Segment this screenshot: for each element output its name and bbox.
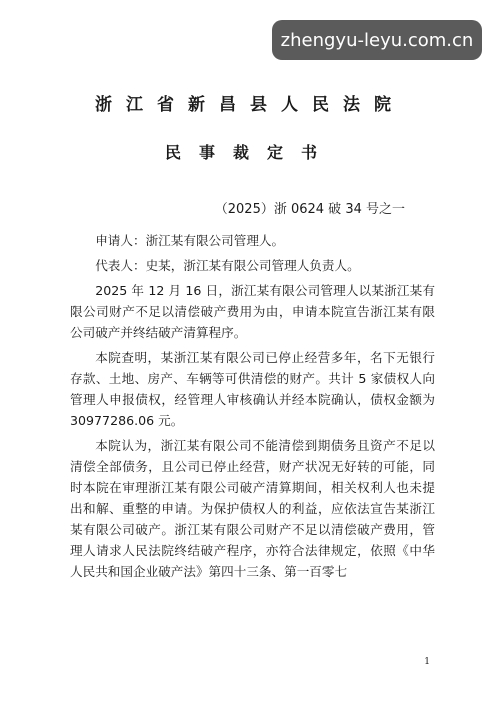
applicant-line: 申请人：浙江某有限公司管理人。: [95, 233, 285, 248]
court-name: 浙江省新昌县人民法院: [95, 95, 405, 115]
paragraph-reasoning: 本院认为，浙江某有限公司不能清偿到期债务且资产不足以清偿全部债务，且公司已停止经营，财产状况无好转的可能，同时本院在审理浙江某有限公司破产清算期间，相关权利人也未提出和解、重整的申请。为保护债权人的利益，应依法宣告某浙江某有限公司破产。浙江某有限公司财产不足以清偿破产费用，管理人请求人民法院终结破产程序，亦符合法律规定，依照《中华人民共和国企业破产法》第四十三条、第一百零七: [70, 438, 435, 579]
document-body: [70, 230, 435, 586]
document-type: 民事裁定书: [164, 143, 335, 162]
paragraph-application: 2025 年 12 月 16 日，浙江某有限公司管理人以某浙江某有限公司财产不足以清偿破产费用为由，申请本院宣告浙江某有限公司破产并终结破产清算程序。: [70, 283, 435, 340]
watermark-badge: zhengyu-leyu.com.cn: [272, 20, 482, 60]
paragraph-findings: 本院查明，某浙江某有限公司已停止经营多年，名下无银行存款、土地、房产、车辆等可供清偿的财产。共计 5 家债权人向管理人申报债权，经管理人审核确认并经本院确认，债权金额为 30977286.06 元。: [70, 350, 435, 428]
page-number: 1: [424, 657, 430, 667]
representative-line: 代表人：史某，浙江某有限公司管理人负责人。: [95, 258, 360, 273]
case-number: （2025）浙 0624 破 34 号之一: [214, 202, 405, 217]
